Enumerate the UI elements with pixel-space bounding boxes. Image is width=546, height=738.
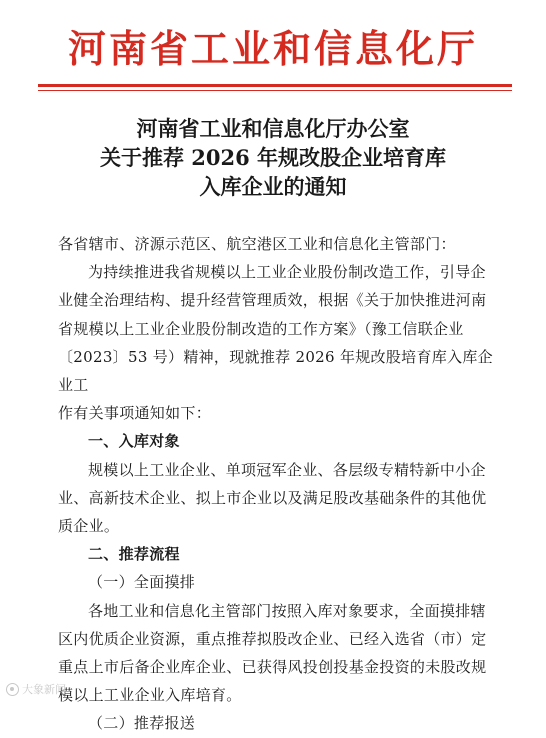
intro-line: 省规模以上工业企业股份制改造的工作方案》（豫工信联企业: [58, 319, 464, 338]
notice-title-line: 河南省工业和信息化厅办公室: [136, 116, 410, 141]
subsection-heading-survey: （一）全面摸排: [88, 573, 196, 592]
subsection1-line: 模以上工业企业入库培育。: [58, 686, 242, 705]
subsection-heading-submit: （二）推荐报送: [88, 714, 196, 733]
intro-line: 作有关事项通知如下：: [58, 404, 212, 423]
intro-line: 为持续推进我省规模以上工业企业股份制改造工作，引导企: [88, 263, 486, 282]
subsection1-line: 各地工业和信息化主管部门按照入库对象要求，全面摸排辖: [88, 601, 486, 620]
subsection1-line: 重点上市后备企业库企业、已获得风投创投基金投资的未股改规: [58, 658, 487, 677]
section1-line: 质企业。: [58, 517, 120, 536]
notice-title-line: 关于推荐 2026 年规改股企业培育库: [99, 145, 447, 170]
masthead-title: 河南省工业和信息化厅: [67, 27, 478, 71]
notice-title: [0, 114, 546, 201]
intro-line: 业健全治理结构、提升经营管理质效，根据《关于加快推进河南: [58, 291, 487, 310]
section1-line: 规模以上工业企业、单项冠军企业、各层级专精特新中小企: [88, 460, 486, 479]
notice-body: [58, 230, 498, 738]
watermark-text: 大象新闻: [22, 683, 66, 696]
section-heading-targets: 一、入库对象: [88, 432, 180, 451]
masthead-rule-thick: [38, 84, 512, 87]
watermark: [6, 681, 66, 697]
section-heading-process: 二、推荐流程: [88, 545, 180, 564]
intro-line: 〔2023〕53 号）精神，现就推荐 2026 年规改股培育库入库企业工: [58, 347, 493, 395]
app-logo-icon: [6, 683, 19, 696]
notice-title-line: 入库企业的通知: [199, 174, 347, 199]
masthead-rule-thin: [38, 90, 512, 91]
subsection1-line: 区内优质企业资源，重点推荐拟股改企业、已经入选省（市）定: [58, 629, 487, 648]
section1-line: 业、高新技术企业、拟上市企业以及满足股改基础条件的其他优: [58, 488, 487, 507]
salutation: 各省辖市、济源示范区、航空港区工业和信息化主管部门：: [58, 235, 456, 253]
